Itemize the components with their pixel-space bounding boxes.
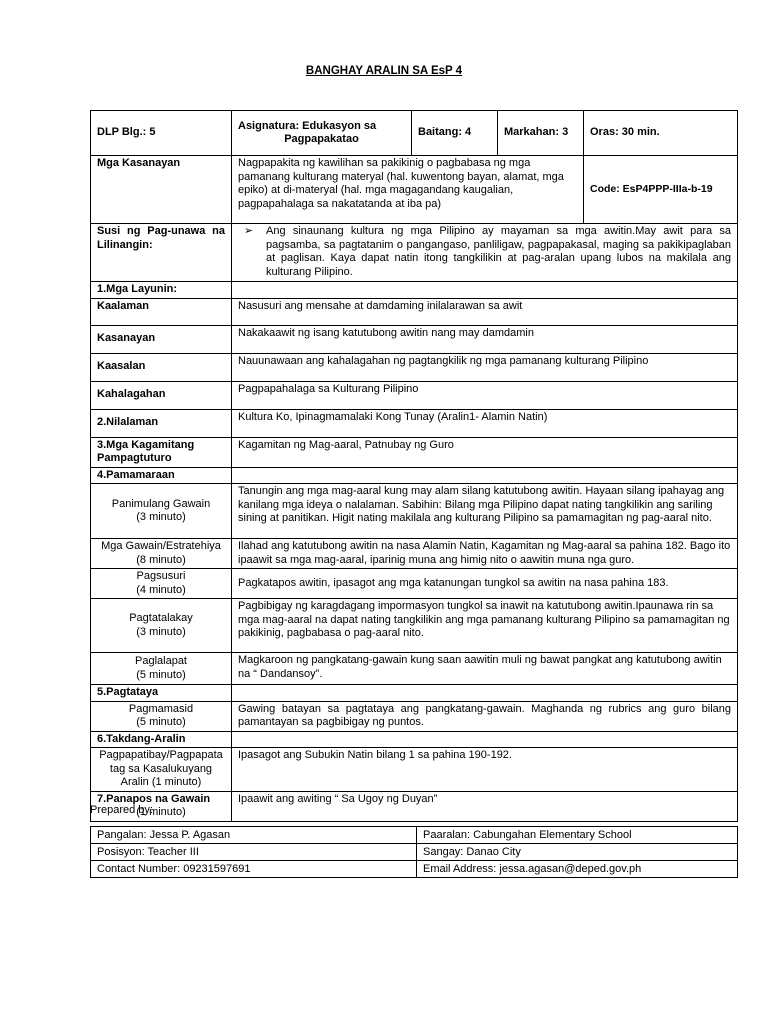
kaasalan-text: Nauunawaan ang kahalagahan ng pagtangkilik ng mga pamanang kulturang Pilipino [232, 353, 738, 381]
paglalapat-text: Magkaroon ng pangkatang-gawain kung saan aawitin muli ng bawat pangkat ang katutubong awitin na “ Dandansoy”. [232, 653, 738, 685]
takdang-aralin-heading: 6.Takdang-Aralin [91, 731, 232, 748]
pamamaraan-heading: 4.Pamamaraan [91, 467, 232, 484]
pagtataya-heading: 5.Pagtataya [91, 685, 232, 702]
pangalan: Pangalan: Jessa P. Agasan [91, 827, 417, 844]
paglalapat-label [91, 653, 232, 685]
pagmamasid-text: Gawing batayan sa pagtataya ang pangkatang-gawain. Maghanda ng rubrics ang guro bilang pamantayan sa pagbibigay ng puntos. [232, 701, 738, 731]
panimula-text: Tanungin ang mga mag-aaral kung may alam silang katutubong awitin. Hayaan silang ipahayag ang kanilang mga ideya o nalalaman. Sabihin: Bilang mga Pilipino dapat nating tangkilikin ang sariling sining at panitikan. Higit nating makilala ang kulturang Pilipino sa pamamagitan ng pag-aaral nito. [232, 484, 738, 539]
pagpapatibay-text: Ipasagot ang Subukin Natin bilang 1 sa pahina 190-192. [232, 748, 738, 792]
paglalapat-time: (5 minuto) [136, 668, 186, 681]
gawain-label [91, 539, 232, 569]
kasanayan-skill-label: Kasanayan [91, 325, 232, 353]
susi-cell [232, 224, 738, 282]
kahalagahan-text: Pagpapahalaga sa Kulturang Pilipino [232, 381, 738, 409]
gawain-text: Ilahad ang katutubong awitin na nasa Alamin Natin, Kagamitan ng Mag-aaral sa pahina 182. Bago ito ipaawit sa mga mag-aaral, iparinig muna ang himig nito o aawitin muna nga guro. [232, 539, 738, 569]
pagsusuri-name: Pagsusuri [136, 570, 186, 582]
panimula-time: (3 minuto) [136, 511, 186, 523]
kaasalan-label: Kaasalan [91, 353, 232, 381]
pagsusuri-text: Pagkatapos awitin, ipasagot ang mga katanungan tungkol sa awitin na nasa pahina 183. [232, 569, 738, 599]
asignatura [232, 111, 412, 156]
asignatura-line1: Asignatura: Edukasyon sa [238, 119, 377, 132]
kaalaman-label: Kaalaman [91, 298, 232, 325]
susi-text: Ang sinaunang kultura ng mga Pilipino ay mayaman sa mga awitin.May awit para sa pagsamba, sa pagtatanim o pangangaso, panliligaw, pagpapakasal, maging sa pakikipaglaban at paglisan. Kaya dapat natin itong tangkilikin at pag-aralan upang lubos na makilala ang kulturang Pilipino. [266, 225, 731, 278]
kahalagahan-label: Kahalagahan [91, 381, 232, 409]
oras: Oras: 30 min. [584, 111, 738, 156]
panimula-name: Panimulang Gawain [111, 497, 211, 510]
panimula-label [91, 484, 232, 539]
susi-label: Susi ng Pag-unawa na Lilinangin: [91, 224, 232, 282]
markahan: Markahan: 3 [498, 111, 584, 156]
pagpapatibay-label [91, 748, 232, 792]
pagmamasid-name: Pagmamasid [128, 702, 194, 715]
document-title: BANGHAY ARALIN SA EsP 4 [305, 65, 463, 77]
paglalapat-name: Paglalapat [135, 655, 187, 667]
kasanayan-text: Nagpapakita ng kawilihan sa pakikinig o pagbabasa ng mga pamanang kulturang materyal (hal. kuwentong bayan, alamat, mga epiko) at di-materyal (hal. mga magagandang kaugalian, pagpapahalaga sa nakatatanda at iba pa) [232, 156, 584, 224]
prepared-by-label: Prepared by: [90, 804, 153, 816]
panapos-name: 7.Panapos na Gawain [97, 792, 211, 805]
nilalaman-text: Kultura Ko, Ipinagmamalaki Kong Tunay (Aralin1- Alamin Natin) [232, 409, 738, 437]
pagpapatibay-line2: tag sa Kasalukuyang [109, 762, 213, 775]
pagtatalakay-text: Pagbibigay ng karagdagang impormasyon tungkol sa inawit na katutubong awitin.Ipaunawa rin sa mga mag-aaral na dapat nating tangkilikin ang mga pamanang kulturang Pilipino sa pamamagitan ng pakikinig, pagbabasa o pag-aaral nito. [232, 599, 738, 653]
baitang: Baitang: 4 [412, 111, 498, 156]
sangay: Sangay: Danao City [417, 844, 738, 861]
email-address: Email Address: jessa.agasan@deped.gov.ph [417, 861, 738, 878]
pagmamasid-label [91, 701, 232, 731]
pagtatalakay-time: (3 minuto) [136, 625, 186, 638]
kasanayan-skill-text: Nakakaawit ng isang katutubong awitin nang may damdamin [232, 325, 738, 353]
arrow-bullet-icon: ➢ [244, 225, 254, 237]
nilalaman-label: 2.Nilalaman [91, 409, 232, 437]
kagamitan-label [91, 437, 232, 467]
panapos-text: Ipaawit ang awiting “ Sa Ugoy ng Duyan” [232, 791, 738, 821]
dlp-number: DLP Blg.: 5 [91, 111, 232, 156]
kagamitan-label-line1: 3.Mga Kagamitang [97, 438, 195, 451]
pagsusuri-label [91, 569, 232, 599]
pagtatalakay-label [91, 599, 232, 653]
pagpapatibay-line3: Aralin (1 minuto) [120, 776, 202, 788]
pagsusuri-time: (4 minuto) [136, 583, 186, 596]
panapos-time: (1 minuto) [136, 806, 186, 818]
kasanayan-code: Code: EsP4PPP-IIIa-b-19 [584, 156, 738, 224]
kagamitan-text: Kagamitan ng Mag-aaral, Patnubay ng Guro [232, 437, 738, 467]
gawain-time: (8 minuto) [136, 553, 186, 566]
posisyon: Posisyon: Teacher III [91, 844, 417, 861]
teacher-info-table [90, 826, 738, 878]
asignatura-line2: Pagpapakatao [284, 133, 359, 145]
kaalaman-text: Nasusuri ang mensahe at damdaming inilalarawan sa awit [232, 298, 738, 325]
kasanayan-label: Mga Kasanayan [91, 156, 232, 224]
layunin-heading: 1.Mga Layunin: [91, 282, 232, 299]
pagpapatibay-line1: Pagpapatibay/Pagpapata [99, 749, 223, 761]
pagmamasid-time: (5 minuto) [136, 716, 186, 728]
paaralan: Paaralan: Cabungahan Elementary School [417, 827, 738, 844]
contact-number: Contact Number: 09231597691 [91, 861, 417, 878]
lesson-plan-table [90, 110, 738, 822]
kagamitan-label-line2: Pampagtuturo [97, 452, 172, 464]
pagtatalakay-name: Pagtatalakay [129, 612, 193, 624]
gawain-name: Mga Gawain/Estratehiya [101, 540, 221, 552]
